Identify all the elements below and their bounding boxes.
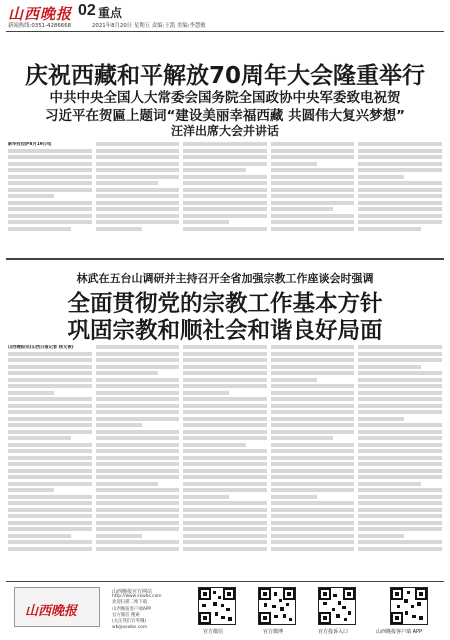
article2-column [183,345,267,577]
article2-title-line1: 全面贯彻党的宗教工作基本方针 [67,291,383,317]
qr-label-weibo: 官方微博 [263,629,284,635]
article2-lead: 山西晚报讯(山西日报记者 杨文俊) [8,345,74,350]
footer-line[interactable]: http://www.sxwbs.com [112,594,162,599]
news-hotline: 新闻热线:0351-4286668 [8,23,72,29]
article2-column [8,345,92,577]
qr-code-icon [199,588,235,624]
qr-label-wechat: 官方微信 [203,629,224,635]
qr-label-app: 山西晚报客户端 APP [376,629,423,635]
header-divider [6,31,444,32]
article2-title-line2: 巩固宗教和顺社会和谐良好局面 [67,318,383,344]
article1-column [96,142,180,250]
footer-title: 山西晚报官方网站 [112,589,153,595]
qr-code-icon [391,588,427,624]
footer-line: (关注我们有奖哦) [112,619,147,625]
article1-column [271,142,355,250]
footer-line: 欢迎扫描二维下载 [112,600,148,606]
footer-line: 山西晚报客户端APP [112,606,152,612]
page-number: 02 [78,2,96,19]
article2-kicker: 林武在五台山调研并主持召开全省加强宗教工作座谈会时强调 [76,272,374,285]
article1-title: 庆祝西藏和平解放70周年大会隆重举行 [24,63,425,89]
article2-column [358,345,442,577]
qr-code-wechat[interactable] [198,587,236,625]
qr-code-app[interactable] [390,587,428,625]
masthead [0,0,450,34]
footer-divider [6,581,444,582]
article-divider [6,258,444,260]
newspaper-logo: 山西晚报 [8,5,73,23]
article2-column [96,345,180,577]
footer-line[interactable]: wb@sxwbs.com [112,625,148,631]
article1-subtitle: 中共中央全国人大常委会国务院全国政协中央军委致电祝贺 [49,90,401,106]
article2-body [8,345,442,577]
qr-code-complaint[interactable] [318,587,356,625]
article2-column [271,345,355,577]
article1-column [358,142,442,250]
article1-subtitle-3: 汪洋出席大会并讲话 [170,124,279,138]
qr-code-weibo[interactable] [258,587,296,625]
section-name: 重点 [98,6,123,20]
article1-body [8,142,442,250]
footer-line: 官方微信 搜索 [112,612,140,618]
footer-logo [14,587,100,627]
article1-subtitle-2: 习近平在贺匾上题词“建设美丽幸福西藏 共圆伟大复兴梦想” [45,108,405,124]
footer [0,583,450,640]
qr-label-complaint: 官方投诉入口 [318,629,349,635]
article1-lead: 新华社拉萨8月19日电 [8,142,52,147]
qr-code-icon [259,588,295,624]
article1-column [183,142,267,250]
footer-contact [112,594,162,632]
issue-meta: 2021年8月20日 星期五 责编:王凯 美编:李慧敏 [92,23,206,29]
article1-column [8,142,92,250]
qr-code-icon [319,588,355,624]
footer-logo-text: 山西晚报 [25,604,78,619]
